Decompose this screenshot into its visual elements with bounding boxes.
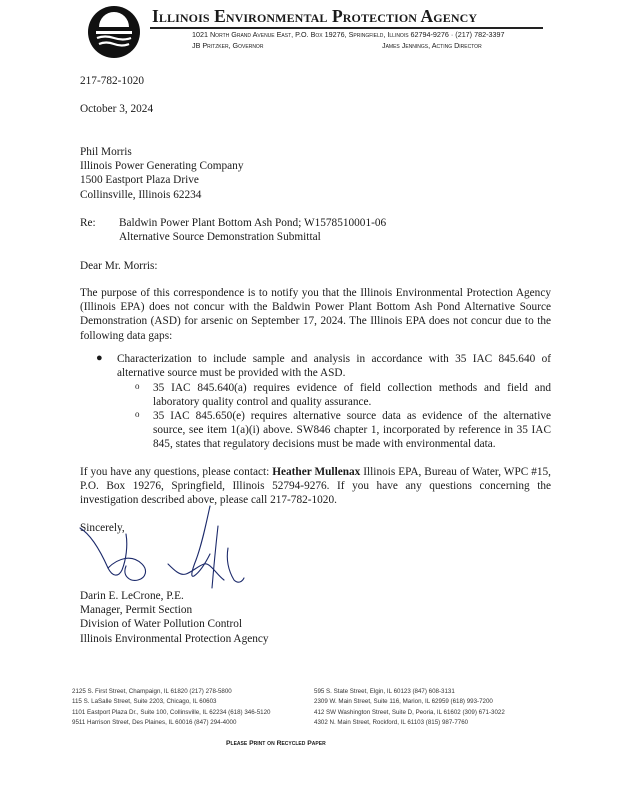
contact-details: Illinois EPA, Bureau of Water, WPC #15, P.O. Box 19276, Springfield, Illinois 52794-9276. If you have any questions concerning the investigation described above, please call 217-782-1020. [80,466,552,507]
sub-bullet-item-1: 35 IAC 845.640(a) requires evidence of field collection methods and field and laboratory quality control and quality assurance. [153,382,551,409]
body-paragraph-2 [80,465,551,508]
footer-address: 412 SW Washington Street, Suite D, Peoria, IL 61602 (309) 671-3022 [314,708,505,716]
salutation: Dear Mr. Morris: [80,260,158,272]
signatory-name: Darin E. LeCrone, P.E. [80,590,184,602]
signatory-title: Manager, Permit Section [80,604,193,617]
agency-name: Illinois Environmental Protection Agency [152,6,478,26]
footer-address: 2309 W. Main Street, Suite 116, Marion, IL 62959 (618) 993-7200 [314,698,493,706]
director-name: James Jennings, Acting Director [382,41,482,50]
letter-date: October 3, 2024 [80,103,154,115]
sub-bullet-icon: o [135,409,140,419]
recipient-name: Phil Morris [80,146,132,158]
recipient-street: 1500 Eastport Plaza Drive [80,174,199,187]
handwritten-signature [78,504,258,592]
recipient-address [80,145,243,202]
contact-intro: If you have any questions, please contact: [80,466,270,478]
governor-name: JB Pritzker, Governor [192,41,264,50]
footer-addresses-right [314,687,505,728]
footer-address: 595 S. State Street, Elgin, IL 60123 (847) 608-3131 [314,688,455,695]
recipient-company: Illinois Power Generating Company [80,160,244,173]
agency-address: 1021 North Grand Avenue East, P.O. Box 19276, Springfield, Illinois 62794-9276 · (217) 782-3397 [192,30,505,39]
sub-bullet-item-2: 35 IAC 845.650(e) requires alternative source data as evidence of the alternative source, see item 1(a)(i) above. SW846 chapter 1, incorporated by reference in 35 IAC 845, states that regulatory decisions must be made with environmental data. [153,410,551,451]
body-paragraph-1: The purpose of this correspondence is to notify you that the Illinois Environmental Protection Agency (Illinois EPA) does not concur with the Baldwin Power Plant Bottom Ash Pond Alternative Source Demonstration (ASD) for arsenic on September 17, 2024. The Illinois EPA does not concur due to the following data gaps: [80,287,551,342]
closing: Sincerely, [80,522,125,534]
contact-name: Heather Mullenax [272,466,361,478]
illinois-epa-logo [87,5,141,59]
bullet-icon: ● [96,352,103,364]
recipient-city: Collinsville, Illinois 62234 [80,188,202,201]
footer-address: 115 S. LaSalle Street, Suite 2203, Chicago, IL 60603 [72,698,217,706]
subject-lines [119,216,386,244]
signatory-block [80,589,269,646]
footer-address: 9511 Harrison Street, Des Plaines, IL 60016 (847) 294-4000 [72,718,237,726]
signatory-agency: Illinois Environmental Protection Agency [80,632,269,645]
phone-number: 217-782-1020 [80,75,145,87]
recycled-paper-note: Please Print on Recycled Paper [226,740,326,747]
signatory-division: Division of Water Pollution Control [80,618,243,631]
re-label: Re: [80,217,96,229]
footer-address: 1101 Eastport Plaza Dr., Suite 100, Collinsville, IL 62234 (618) 346-5120 [72,708,271,716]
footer-addresses-left [72,687,270,728]
subject-line-1: Baldwin Power Plant Bottom Ash Pond; W1578510001-06 [119,217,387,229]
header-rule [150,27,543,29]
subject-line-2: Alternative Source Demonstration Submittal [119,231,321,244]
sub-bullet-icon: o [135,381,140,391]
bullet-item: Characterization to include sample and analysis in accordance with 35 IAC 845.640 of alternative source must be provided with the ASD. [117,353,551,380]
footer-address: 2125 S. First Street, Champaign, IL 61820 (217) 278-5800 [72,688,232,695]
footer-address: 4302 N. Main Street, Rockford, IL 61103 (815) 987-7760 [314,718,469,726]
